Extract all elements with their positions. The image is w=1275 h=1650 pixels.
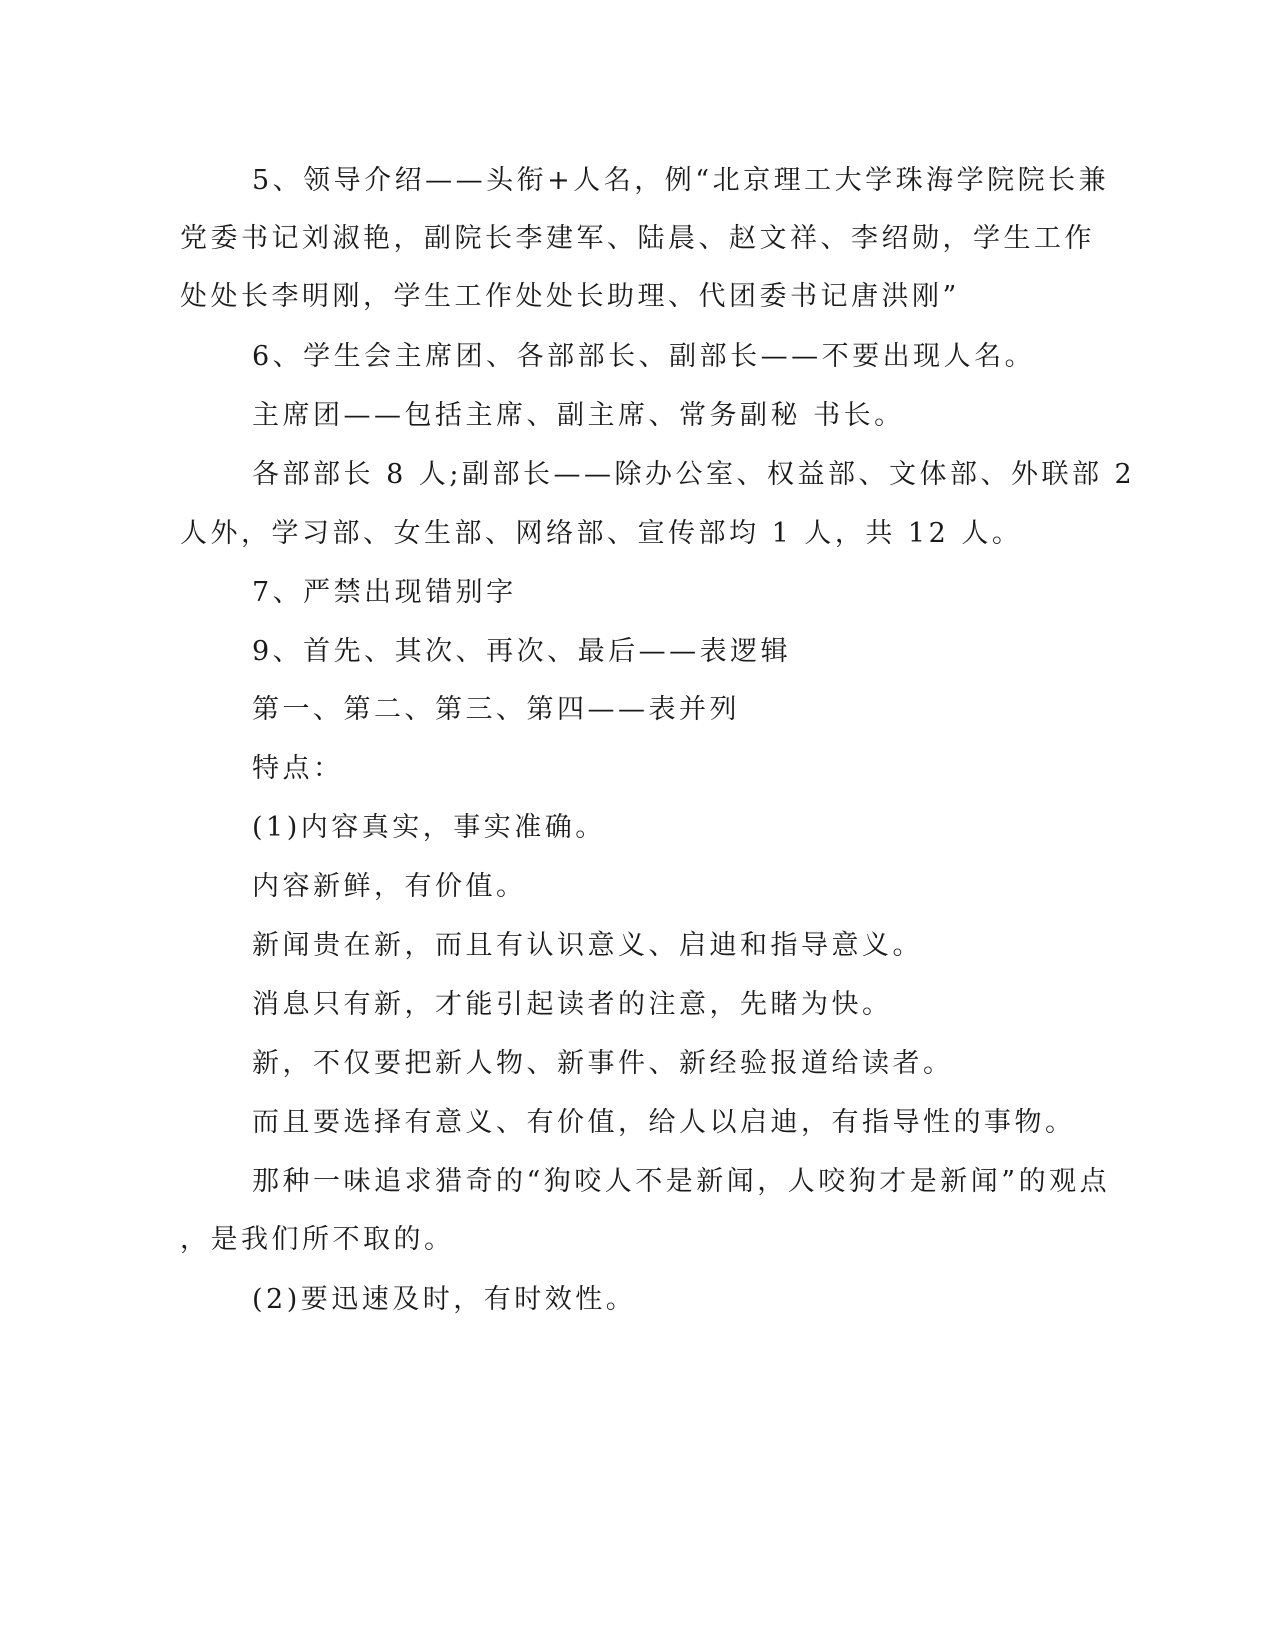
paragraph-line: 消息只有新，才能引起读者的注意，先睹为快。 (252, 989, 893, 1020)
paragraph-line: 5、领导介绍——头衔+人名，例“北京理工大学珠海学院院长兼 (252, 165, 1110, 196)
paragraph-line: 党委书记刘淑艳，副院长李建军、陆晨、赵文祥、李绍勋，学生工作 (180, 223, 1095, 254)
paragraph-line: 9、首先、其次、再次、最后——表逻辑 (252, 636, 792, 667)
paragraph-line: 第一、第二、第三、第四——表并列 (252, 694, 740, 725)
paragraph-line: 那种一味追求猎奇的“狗咬人不是新闻，人咬狗才是新闻”的观点 (252, 1166, 1111, 1197)
paragraph-line: 内容新鲜，有价值。 (252, 871, 527, 902)
paragraph-line: (2)要迅速及时，有时效性。 (252, 1284, 637, 1315)
paragraph-line: 各部部长 8 人;副部长——除办公室、权益部、文体部、外联部 2 (252, 459, 1136, 490)
paragraph-line: ，是我们所不取的。 (180, 1224, 455, 1255)
paragraph-line: 主席团——包括主席、副主席、常务副秘 书长。 (252, 400, 905, 431)
paragraph-line: 而且要选择有意义、有价值，给人以启迪，有指导性的事物。 (252, 1107, 1076, 1138)
paragraph-line: (1)内容真实，事实准确。 (252, 812, 606, 843)
paragraph-line: 6、学生会主席团、各部部长、副部长——不要出现人名。 (252, 341, 1036, 372)
paragraph-line: 处处长李明刚，学生工作处处长助理、代团委书记唐洪刚” (180, 281, 960, 312)
paragraph-line: 人外，学习部、女生部、网络部、宣传部均 1 人，共 12 人。 (180, 518, 1023, 549)
paragraph-line: 特点： (252, 753, 344, 784)
paragraph-line: 新，不仅要把新人物、新事件、新经验报道给读者。 (252, 1048, 954, 1079)
paragraph-line: 7、严禁出现错别字 (252, 577, 517, 608)
paragraph-line: 新闻贵在新，而且有认识意义、启迪和指导意义。 (252, 930, 923, 961)
